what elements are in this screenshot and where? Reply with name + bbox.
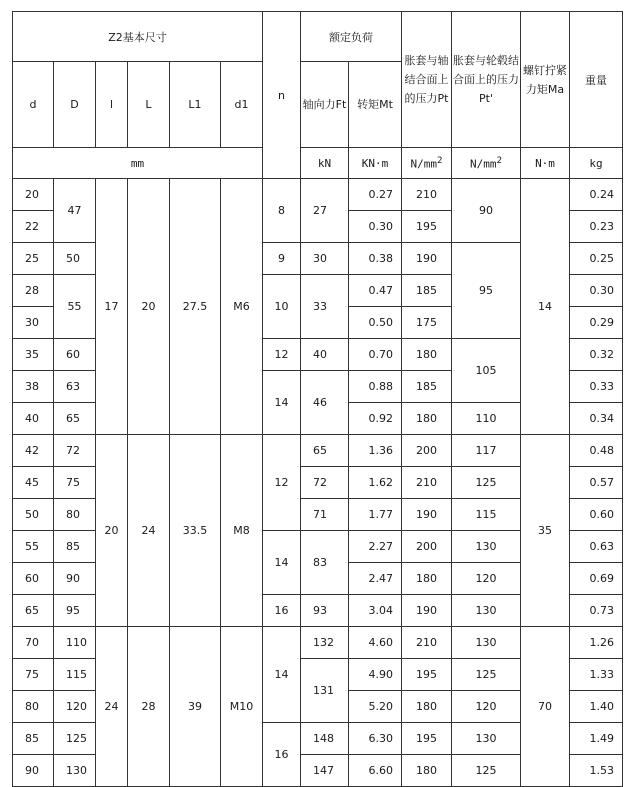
cell-D: 75 <box>54 467 96 499</box>
header-pt: 胀套与轴结合面上的压力Pt <box>402 12 452 148</box>
cell-pt: 190 <box>402 595 452 627</box>
header-d1: d1 <box>221 62 263 148</box>
cell-weight: 0.24 <box>570 179 623 211</box>
cell-D: 63 <box>54 371 96 403</box>
cell-pt: 195 <box>402 723 452 755</box>
cell-ft: 40 <box>301 339 349 371</box>
cell-ft: 27 <box>301 179 349 243</box>
cell-L1: 39 <box>170 627 221 787</box>
cell-pt: 210 <box>402 179 452 211</box>
unit-mt: KN·m <box>349 148 402 179</box>
cell-ft: 148 <box>301 723 349 755</box>
cell-mt: 0.70 <box>349 339 402 371</box>
cell-ft: 46 <box>301 371 349 435</box>
header-D: D <box>54 62 96 148</box>
unit-mm: mm <box>13 148 263 179</box>
cell-l: 17 <box>96 179 128 435</box>
cell-ft: 147 <box>301 755 349 787</box>
cell-mt: 3.04 <box>349 595 402 627</box>
cell-d1: M10 <box>221 627 263 787</box>
cell-weight: 0.60 <box>570 499 623 531</box>
cell-ft: 30 <box>301 243 349 275</box>
header-ma: 螺钉拧紧力矩Ma <box>521 12 570 148</box>
cell-d: 55 <box>13 531 54 563</box>
cell-weight: 0.57 <box>570 467 623 499</box>
cell-D: 115 <box>54 659 96 691</box>
cell-mt: 0.30 <box>349 211 402 243</box>
cell-ma: 14 <box>521 179 570 435</box>
cell-weight: 0.29 <box>570 307 623 339</box>
unit-ma: N·m <box>521 148 570 179</box>
cell-weight: 0.30 <box>570 275 623 307</box>
cell-pt: 185 <box>402 371 452 403</box>
cell-D: 72 <box>54 435 96 467</box>
cell-pt: 180 <box>402 563 452 595</box>
cell-pt-prime: 125 <box>452 755 521 787</box>
cell-d: 45 <box>13 467 54 499</box>
cell-weight: 0.73 <box>570 595 623 627</box>
cell-d: 75 <box>13 659 54 691</box>
cell-weight: 1.26 <box>570 627 623 659</box>
cell-pt-prime: 90 <box>452 179 521 243</box>
cell-mt: 4.60 <box>349 627 402 659</box>
cell-weight: 0.25 <box>570 243 623 275</box>
cell-n: 14 <box>263 531 301 595</box>
cell-mt: 6.60 <box>349 755 402 787</box>
cell-L: 28 <box>128 627 170 787</box>
cell-n: 12 <box>263 339 301 371</box>
unit-pt-prime <box>452 148 521 179</box>
cell-n: 12 <box>263 435 301 531</box>
cell-weight: 0.33 <box>570 371 623 403</box>
cell-pt: 185 <box>402 275 452 307</box>
cell-pt-prime: 130 <box>452 627 521 659</box>
cell-pt-prime: 130 <box>452 595 521 627</box>
cell-D: 60 <box>54 339 96 371</box>
cell-D: 65 <box>54 403 96 435</box>
cell-pt: 180 <box>402 691 452 723</box>
header-pt-prime: 胀套与轮毂结合面上的压力Pt' <box>452 12 521 148</box>
cell-pt-prime: 115 <box>452 499 521 531</box>
cell-weight: 0.34 <box>570 403 623 435</box>
cell-pt-prime: 120 <box>452 563 521 595</box>
unit-pt-exponent: 2 <box>436 155 443 167</box>
cell-d1: M6 <box>221 179 263 435</box>
cell-d: 30 <box>13 307 54 339</box>
cell-D: 95 <box>54 595 96 627</box>
cell-d: 85 <box>13 723 54 755</box>
cell-mt: 1.62 <box>349 467 402 499</box>
cell-mt: 0.88 <box>349 371 402 403</box>
cell-pt-prime: 125 <box>452 659 521 691</box>
header-n: n <box>263 12 301 179</box>
cell-pt: 180 <box>402 339 452 371</box>
cell-pt: 210 <box>402 467 452 499</box>
unit-pt-prime-base: N/mm <box>469 157 497 171</box>
cell-pt: 195 <box>402 211 452 243</box>
header-L: L <box>128 62 170 148</box>
cell-pt-prime: 130 <box>452 723 521 755</box>
cell-n: 16 <box>263 723 301 787</box>
cell-pt: 210 <box>402 627 452 659</box>
cell-d: 20 <box>13 179 54 211</box>
header-d: d <box>13 62 54 148</box>
cell-n: 14 <box>263 371 301 435</box>
cell-D: 120 <box>54 691 96 723</box>
cell-weight: 0.48 <box>570 435 623 467</box>
cell-L1: 33.5 <box>170 435 221 627</box>
cell-D: 110 <box>54 627 96 659</box>
cell-n: 10 <box>263 275 301 339</box>
cell-d1: M8 <box>221 435 263 627</box>
cell-weight: 1.53 <box>570 755 623 787</box>
cell-pt: 195 <box>402 659 452 691</box>
unit-pt <box>402 148 452 179</box>
cell-d: 38 <box>13 371 54 403</box>
cell-mt: 5.20 <box>349 691 402 723</box>
cell-weight: 1.33 <box>570 659 623 691</box>
cell-l: 24 <box>96 627 128 787</box>
cell-ma: 35 <box>521 435 570 627</box>
table-row <box>13 435 623 467</box>
cell-L: 20 <box>128 179 170 435</box>
cell-ft: 72 <box>301 467 349 499</box>
header-basic-dimensions: Z2基本尺寸 <box>13 12 263 62</box>
unit-pt-prime-exponent: 2 <box>496 155 502 167</box>
cell-ft: 93 <box>301 595 349 627</box>
cell-pt-prime: 95 <box>452 243 521 339</box>
cell-ft: 131 <box>301 659 349 723</box>
cell-d: 42 <box>13 435 54 467</box>
cell-ft: 132 <box>301 627 349 659</box>
header-rated-load: 额定负荷 <box>301 12 402 62</box>
cell-n: 16 <box>263 595 301 627</box>
cell-pt: 180 <box>402 755 452 787</box>
cell-pt: 200 <box>402 435 452 467</box>
cell-d: 80 <box>13 691 54 723</box>
cell-d: 90 <box>13 755 54 787</box>
unit-pt-base: N/mm <box>410 157 437 171</box>
expansion-sleeve-spec-table <box>12 11 623 787</box>
cell-pt-prime: 130 <box>452 531 521 563</box>
cell-d: 35 <box>13 339 54 371</box>
header-weight: 重量 <box>570 12 623 148</box>
cell-D: 80 <box>54 499 96 531</box>
cell-pt-prime: 105 <box>452 339 521 403</box>
cell-weight: 1.49 <box>570 723 623 755</box>
cell-mt: 0.92 <box>349 403 402 435</box>
header-l: l <box>96 62 128 148</box>
cell-weight: 1.40 <box>570 691 623 723</box>
cell-weight: 0.32 <box>570 339 623 371</box>
cell-D: 90 <box>54 563 96 595</box>
cell-L: 24 <box>128 435 170 627</box>
cell-D: 85 <box>54 531 96 563</box>
cell-weight: 0.63 <box>570 531 623 563</box>
table-row <box>13 627 623 659</box>
cell-ft: 83 <box>301 531 349 595</box>
cell-pt-prime: 110 <box>452 403 521 435</box>
unit-weight: kg <box>570 148 623 179</box>
cell-d: 50 <box>13 499 54 531</box>
cell-mt: 6.30 <box>349 723 402 755</box>
cell-mt: 0.50 <box>349 307 402 339</box>
cell-d: 60 <box>13 563 54 595</box>
unit-ft: kN <box>301 148 349 179</box>
cell-mt: 4.90 <box>349 659 402 691</box>
cell-pt-prime: 117 <box>452 435 521 467</box>
cell-pt: 190 <box>402 243 452 275</box>
cell-mt: 0.27 <box>349 179 402 211</box>
cell-d: 28 <box>13 275 54 307</box>
cell-d: 70 <box>13 627 54 659</box>
header-ft: 轴向力Ft <box>301 62 349 148</box>
cell-d: 40 <box>13 403 54 435</box>
cell-weight: 0.69 <box>570 563 623 595</box>
cell-mt: 1.36 <box>349 435 402 467</box>
cell-pt-prime: 120 <box>452 691 521 723</box>
table-row <box>13 179 623 211</box>
cell-D: 50 <box>54 243 96 275</box>
header-mt: 转矩Mt <box>349 62 402 148</box>
cell-pt: 190 <box>402 499 452 531</box>
cell-n: 14 <box>263 627 301 723</box>
cell-D: 55 <box>54 275 96 339</box>
cell-pt: 200 <box>402 531 452 563</box>
cell-d: 25 <box>13 243 54 275</box>
cell-mt: 2.47 <box>349 563 402 595</box>
cell-d: 65 <box>13 595 54 627</box>
cell-mt: 0.38 <box>349 243 402 275</box>
cell-mt: 2.27 <box>349 531 402 563</box>
cell-n: 9 <box>263 243 301 275</box>
cell-l: 20 <box>96 435 128 627</box>
cell-D: 130 <box>54 755 96 787</box>
cell-ft: 33 <box>301 275 349 339</box>
cell-D: 125 <box>54 723 96 755</box>
cell-pt: 175 <box>402 307 452 339</box>
cell-L1: 27.5 <box>170 179 221 435</box>
cell-ft: 71 <box>301 499 349 531</box>
cell-ft: 65 <box>301 435 349 467</box>
cell-weight: 0.23 <box>570 211 623 243</box>
header-L1: L1 <box>170 62 221 148</box>
cell-D: 47 <box>54 179 96 243</box>
cell-mt: 1.77 <box>349 499 402 531</box>
cell-d: 22 <box>13 211 54 243</box>
cell-pt: 180 <box>402 403 452 435</box>
cell-mt: 0.47 <box>349 275 402 307</box>
cell-n: 8 <box>263 179 301 243</box>
cell-ma: 70 <box>521 627 570 787</box>
cell-pt-prime: 125 <box>452 467 521 499</box>
